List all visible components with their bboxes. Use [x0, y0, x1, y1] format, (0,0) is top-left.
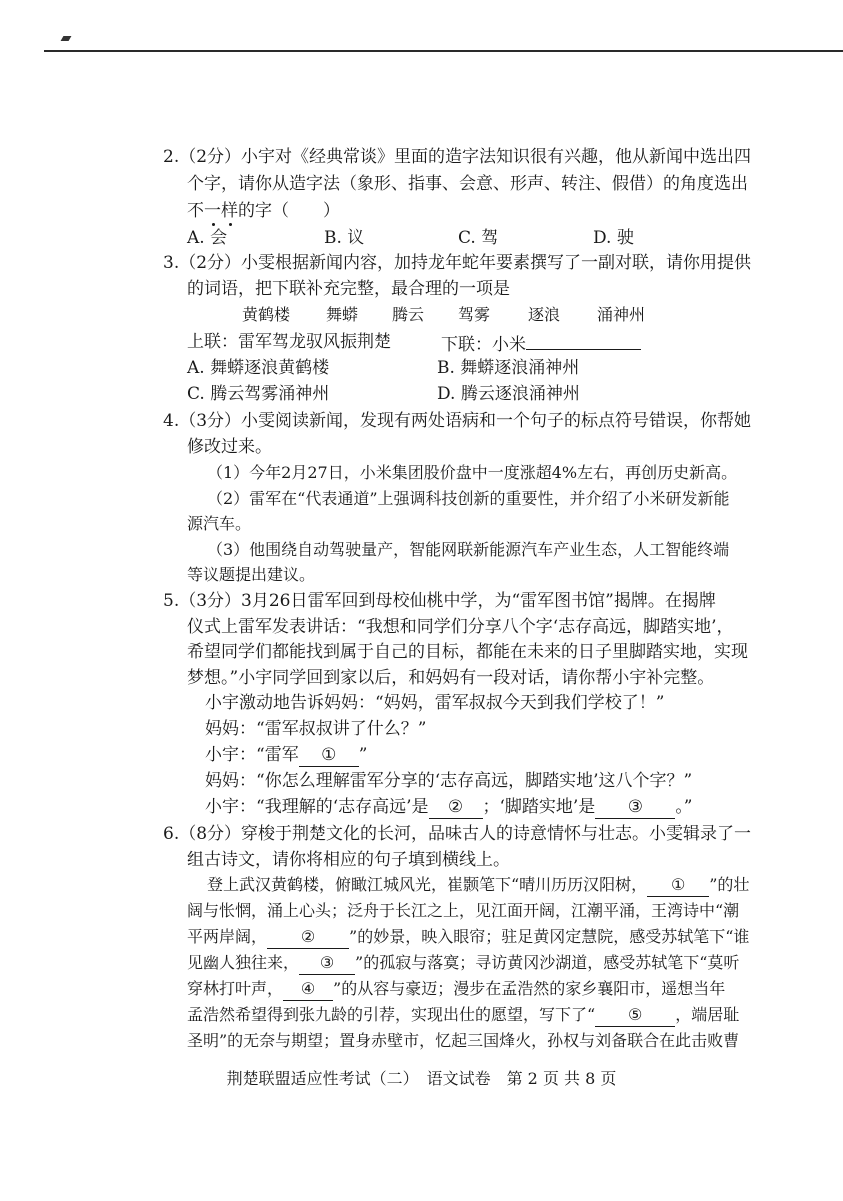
- q4-sentence-3b: 等议题提出建议。: [187, 565, 316, 584]
- q3-option-c: C. 腾云驾雾涌神州: [187, 384, 330, 404]
- q6-text: 穿林打叶声，: [187, 979, 284, 998]
- q3-option-d: D. 腾云逐浪涌神州: [437, 384, 580, 404]
- q3-word: 驾雾: [458, 305, 491, 324]
- q5-dialog-5: [205, 796, 693, 819]
- answer-blank: ③: [299, 952, 355, 975]
- q3-word: 舞蟒: [326, 305, 359, 324]
- answer-blank: ①: [299, 744, 359, 767]
- top-rule: [44, 50, 843, 52]
- q6-passage-2: 阔与怅惘，涌上心头；泛舟于长江之上，见江面开阔，江潮平涌，王湾诗中“潮: [187, 901, 740, 920]
- q6-text: ，端居耻: [675, 1005, 740, 1024]
- q3-word: 黄鹤楼: [242, 305, 291, 324]
- q6-text: 登上武汉黄鹤楼，俯瞰江城风光，崔颢笔下“晴川历历汉阳树，: [207, 875, 648, 894]
- q5-line-4: 梦想。”小宇同学回到家以后，和妈妈有一段对话，请你帮小宇补完整。: [187, 668, 715, 688]
- q6-text: 见幽人独往来，: [187, 953, 300, 972]
- q4-line-1: 4.（3分）小雯阅读新闻，发现有两处语病和一个句子的标点符号错误，你帮她: [163, 411, 752, 431]
- q3-word: 腾云: [392, 305, 425, 324]
- q6-passage-6: [187, 1004, 739, 1027]
- q5-line-1: 5.（3分）3月26日雷军回到母校仙桃中学，为“雷军图书馆”揭牌。在揭牌: [163, 591, 716, 611]
- q6-text: ”的妙景，映入眼帘；驻足黄冈定慧院，感受苏轼笔下“谁: [349, 927, 750, 946]
- q5-dialog-4: 妈妈：“你怎么理解雷军分享的‘志存高远，脚踏实地’这八个字？”: [205, 771, 693, 791]
- q6-passage-3: [187, 926, 749, 949]
- q6-passage-7: 圣明”的无奈与期望；置身赤壁市，忆起三国烽火，孙权与刘备联合在此击败曹: [187, 1031, 740, 1050]
- q5-line-2: 仪式上雷军发表讲话：“我想和同学们分享八个字‘志存高远，脚踏实地’，: [187, 617, 734, 637]
- q5-dialog-3-text: 小宇：“雷军: [205, 745, 299, 765]
- q6-line-2: 组古诗文，请你将相应的句子填到横线上。: [187, 850, 510, 870]
- scan-mark: [61, 36, 72, 41]
- q5-dialog-5-mid: ；‘脚踏实地’是: [482, 797, 596, 817]
- q2-line-1: 2.（2分）小宇对《经典常谈》里面的造字法知识很有兴趣，他从新闻中选出四: [163, 147, 752, 167]
- q4-sentence-1: （1）今年2月27日，小米集团股价盘中一度涨超4%左右，再创历史新高。: [207, 463, 738, 482]
- q6-text: ”的从容与豪迈；漫步在孟浩然的家乡襄阳市，遥想当年: [333, 979, 726, 998]
- q2-emph-char: 一: [204, 201, 221, 221]
- q2-option-a: A. 会: [187, 228, 228, 248]
- q5-dialog-2: 妈妈：“雷军叔叔讲了什么？”: [205, 719, 427, 739]
- q2-option-c: C. 驾: [458, 228, 499, 248]
- q3-option-a: A. 舞蟒逐浪黄鹤楼: [187, 358, 330, 378]
- q2-line-3: [187, 200, 340, 222]
- q3-word: 逐浪: [528, 305, 561, 324]
- q3-line-1: 3.（2分）小雯根据新闻内容，加持龙年蛇年要素撰写了一副对联，请你用提供: [163, 253, 752, 273]
- q6-passage-5: [187, 978, 725, 1001]
- q6-line-1: 6.（8分）穿梭于荆楚文化的长河，品味古人的诗意情怀与壮志。小雯辑录了一: [163, 824, 752, 844]
- answer-blank: ②: [429, 796, 483, 819]
- q3-option-b: B. 舞蟒逐浪涌神州: [437, 358, 580, 378]
- answer-blank: ⑤: [595, 1004, 675, 1027]
- answer-blank: ①: [647, 874, 709, 897]
- q6-passage-4: [187, 952, 739, 975]
- q6-text: ”的壮: [709, 875, 750, 894]
- q2-line-3-rest: 的字（ ）: [238, 201, 340, 221]
- q2-line-2: 个字，请你从造字法（象形、指事、会意、形声、转注、假借）的角度选出: [187, 174, 748, 194]
- answer-blank: ②: [267, 926, 349, 949]
- q2-emph-char: 不: [187, 201, 204, 221]
- q4-sentence-2b: 源汽车。: [187, 514, 252, 533]
- answer-blank: ③: [595, 796, 675, 819]
- q4-sentence-3a: （3）他围绕自动驾驶量产，智能网联新能源汽车产业生态，人工智能终端: [207, 540, 730, 559]
- q4-line-2: 修改过来。: [187, 437, 272, 457]
- q5-dialog-3-end: ”: [358, 745, 368, 765]
- q6-text: 孟浩然希望得到张九龄的引荐，实现出仕的愿望，写下了“: [187, 1005, 596, 1024]
- q2-option-d: D. 驶: [593, 228, 634, 248]
- q3-xialian: [441, 331, 641, 356]
- q3-line-2: 的词语，把下联补充完整，最合理的一项是: [187, 279, 510, 299]
- answer-blank: [526, 331, 641, 350]
- page-footer: 荆楚联盟适应性考试（二） 语文试卷 第 2 页 共 8 页: [226, 1069, 617, 1088]
- q3-xialian-label: 下联：小米: [441, 335, 526, 355]
- q6-passage-1: [207, 874, 749, 897]
- q6-text: ”的孤寂与落寞；寻访黄冈沙湖道，感受苏轼笔下“莫听: [355, 953, 740, 972]
- q5-line-3: 希望同学们都能找到属于自己的目标，都能在未来的日子里脚踏实地，实现: [187, 642, 748, 662]
- q2-emph-char: 样: [221, 201, 238, 221]
- q6-text: 平两岸阔，: [187, 927, 268, 946]
- q5-dialog-5-end: 。”: [675, 797, 693, 817]
- answer-blank: ④: [283, 978, 333, 1001]
- q3-word: 涌神州: [597, 305, 646, 324]
- q4-sentence-2a: （2）雷军在“代表通道”上强调科技创新的重要性，并介绍了小米研发新能: [207, 489, 730, 508]
- q5-dialog-1: 小宇激动地告诉妈妈：“妈妈，雷军叔叔今天到我们学校了！”: [205, 693, 665, 713]
- q2-option-b: B. 议: [324, 228, 365, 248]
- q5-dialog-3: [205, 744, 367, 767]
- q5-dialog-5-text: 小宇：“我理解的‘志存高远’是: [205, 797, 429, 817]
- q3-shanglian: 上联：雷军驾龙驭风振荆楚: [187, 332, 391, 352]
